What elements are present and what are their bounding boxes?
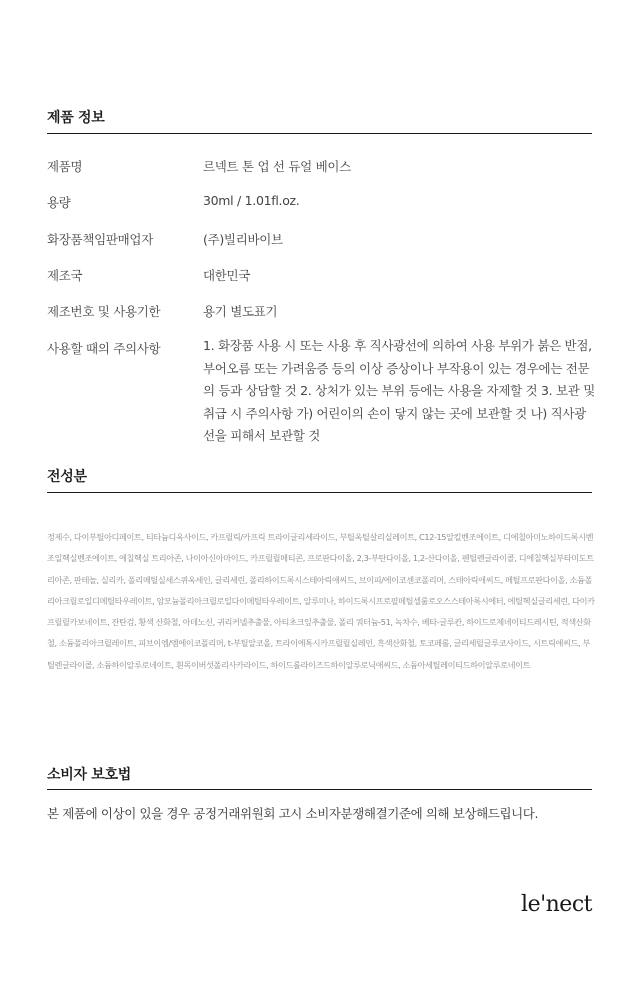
ingredients-list: 정제수, 다이부틸아디페이트, 티타늄디옥사이드, 카프릴릭/카프릭 트라이글리세라이드, 부틸옥틸살리실레이트, C12-15알킬벤조에이트, 디에칠아미노하이드록시벤조일헥실벤조에이트, 에칠헥실 트리아존, 나이아신아마이드, 카프릴릴메티콘, 프로판다이올, 2,3-부탄다이올, 1,2-산다이올, 펜틸렌글라이콜, 디에칠헥실부타미도트리아존, 판테놀, 실리카, 폴리메틸실세스퀴옥세인, 글리세린, 폴리하이드록시스테아릭애씨드, 브이피/에이코센코폴리머, 스테아릭애씨드, 메틸프로판다이올, 소듐폴리아크릴로일디메틸타우레이트, 암모늄폴리아크릴로일다이메틸타우레이트, 알루미나, 하이드록시프로필메틸셀룰로오스스테아록시에터, 에틸헥실글리세린, 다이카프릴릴카보네이트, 잔탄검, 황색 산화철, 아데노신, 귀리커넬추출물, 아티초크잎추출물, 폴리 쿼터늄-51, 녹차수, 베타-글루칸, 하이드로제네이티드레시틴, 적색산화철, 소듐폴리아크릴레이트, 피브이엠/엠에이코폴리머, t-부틸알코올, 트라이에톡시카프릴릴실레인, 흑색산화철, 토코페롤, 글리세릴글루코사이드, 시트릭애씨드, 부틸렌글라이콜, 소듐하이알루로네이트, 흰목이버섯폴리사카라이드, 하이드롤라이즈드하이알루로닉애씨드, 소듐아세틸레이티드하이알루로네이트 bbox=[47, 532, 595, 670]
info-value: 30ml / 1.01fl.oz. bbox=[203, 193, 300, 208]
product-info-divider bbox=[47, 133, 592, 134]
product-info-title: 제품 정보 bbox=[47, 110, 105, 126]
info-value: 1. 화장품 사용 시 또는 사용 후 직사광선에 의하여 사용 부위가 붉은 반점, 부어오름 또는 가려움증 등의 이상 증상이나 부작용이 있는 경우에는 전문의 등과 상담할 것 2. 상처가 있는 부위 등에는 사용을 자제할 것 3. 보관 및 취급 시 주의사항 가) 어린이의 손이 닿지 않는 곳에 보관할 것 나) 직사광선을 피해서 보관할 것 bbox=[203, 338, 596, 443]
info-value: (주)빌리바이브 bbox=[203, 232, 283, 247]
info-label: 제조국 bbox=[47, 268, 83, 283]
info-label: 제품명 bbox=[47, 159, 83, 174]
consumer-protection-divider bbox=[47, 789, 592, 790]
info-value: 대한민국 bbox=[203, 268, 251, 283]
info-value: 용기 별도표기 bbox=[203, 304, 278, 319]
info-label: 화장품책임판매업자 bbox=[47, 232, 153, 247]
info-value: 르넥트 톤 업 선 듀얼 베이스 bbox=[203, 159, 351, 174]
consumer-protection-title: 소비자 보호법 bbox=[47, 767, 131, 783]
ingredients-title: 전성분 bbox=[47, 469, 87, 485]
info-label: 용량 bbox=[47, 195, 71, 210]
brand-logo: le'nect bbox=[521, 892, 592, 917]
info-label: 제조번호 및 사용기한 bbox=[47, 304, 161, 319]
consumer-protection-text: 본 제품에 이상이 있을 경우 공정거래위원회 고시 소비자분쟁해결기준에 의해 보상해드립니다. bbox=[47, 806, 539, 821]
info-label: 사용할 때의 주의사항 bbox=[47, 341, 161, 356]
ingredients-divider bbox=[47, 492, 592, 493]
